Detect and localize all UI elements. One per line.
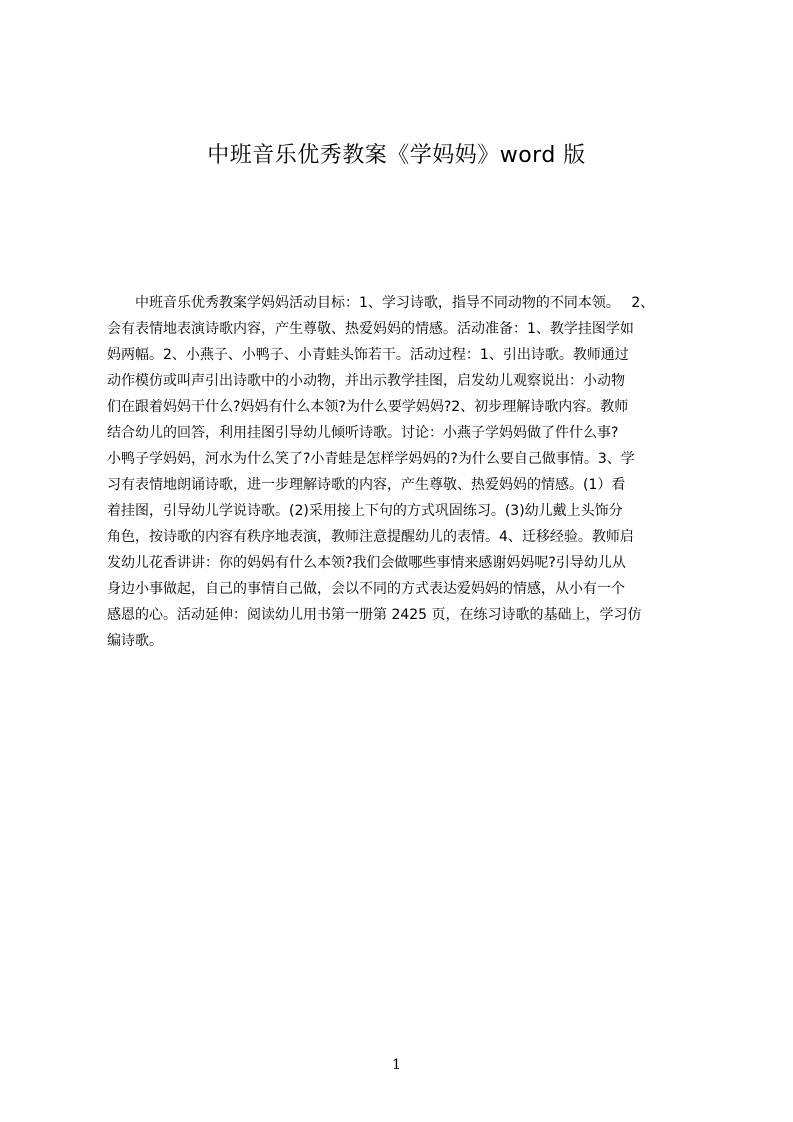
body-line: 感恩的心。活动延伸：阅读幼儿用书第一册第 2425 页，在练习诗歌的基础上，学习仿 bbox=[107, 607, 642, 623]
body-line: 会有表情地表演诗歌内容，产生尊敬、热爱妈妈的情感。活动准备：1、教学挂图学如 bbox=[107, 321, 634, 337]
body-line: 动作模仿或叫声引出诗歌中的小动物，并出示教学挂图，启发幼儿观察说出：小动物 bbox=[107, 373, 625, 389]
body-line: 着挂图，引导幼儿学说诗歌。(2)采用接上下句的方式巩固练习。(3)幼儿戴上头饰分 bbox=[107, 503, 623, 519]
body-line: 妈两幅。2、小燕子、小鸭子、小青蛙头饰若干。活动过程：1、引出诗歌。教师通过 bbox=[107, 347, 629, 363]
body-line: 们在跟着妈妈干什么?妈妈有什么本领?为什么要学妈妈?2、初步理解诗歌内容。教师 bbox=[107, 399, 629, 415]
body-line: 中班音乐优秀教案学妈妈活动目标：1、学习诗歌，指导不同动物的不同本领。 2、 bbox=[107, 295, 655, 311]
body-line: 角色，按诗歌的内容有秩序地表演，教师注意提醒幼儿的表情。4、迁移经验。教师启 bbox=[107, 529, 634, 545]
body-line: 结合幼儿的回答，利用挂图引导幼儿倾听诗歌。讨论：小燕子学妈妈做了件什么事? bbox=[107, 425, 619, 441]
document-title: 中班音乐优秀教案《学妈妈》word 版 bbox=[207, 143, 586, 168]
body-line: 身边小事做起，自己的事情自己做，会以不同的方式表达爱妈妈的情感，从小有一个 bbox=[107, 581, 625, 597]
body-line: 编诗歌。 bbox=[107, 633, 163, 649]
page-number: 1 bbox=[392, 1057, 401, 1073]
body-line: 习有表情地朗诵诗歌，进一步理解诗歌的内容，产生尊敬、热爱妈妈的情感。(1）看 bbox=[107, 477, 626, 493]
body-line: 小鸭子学妈妈，河水为什么笑了?小青蛙是怎样学妈妈的?为什么要自己做事情。3、学 bbox=[107, 451, 635, 467]
document-body bbox=[107, 290, 707, 670]
body-line: 发幼儿花香讲讲：你的妈妈有什么本领?我们会做哪些事情来感谢妈妈呢?引导幼儿从 bbox=[107, 555, 626, 571]
